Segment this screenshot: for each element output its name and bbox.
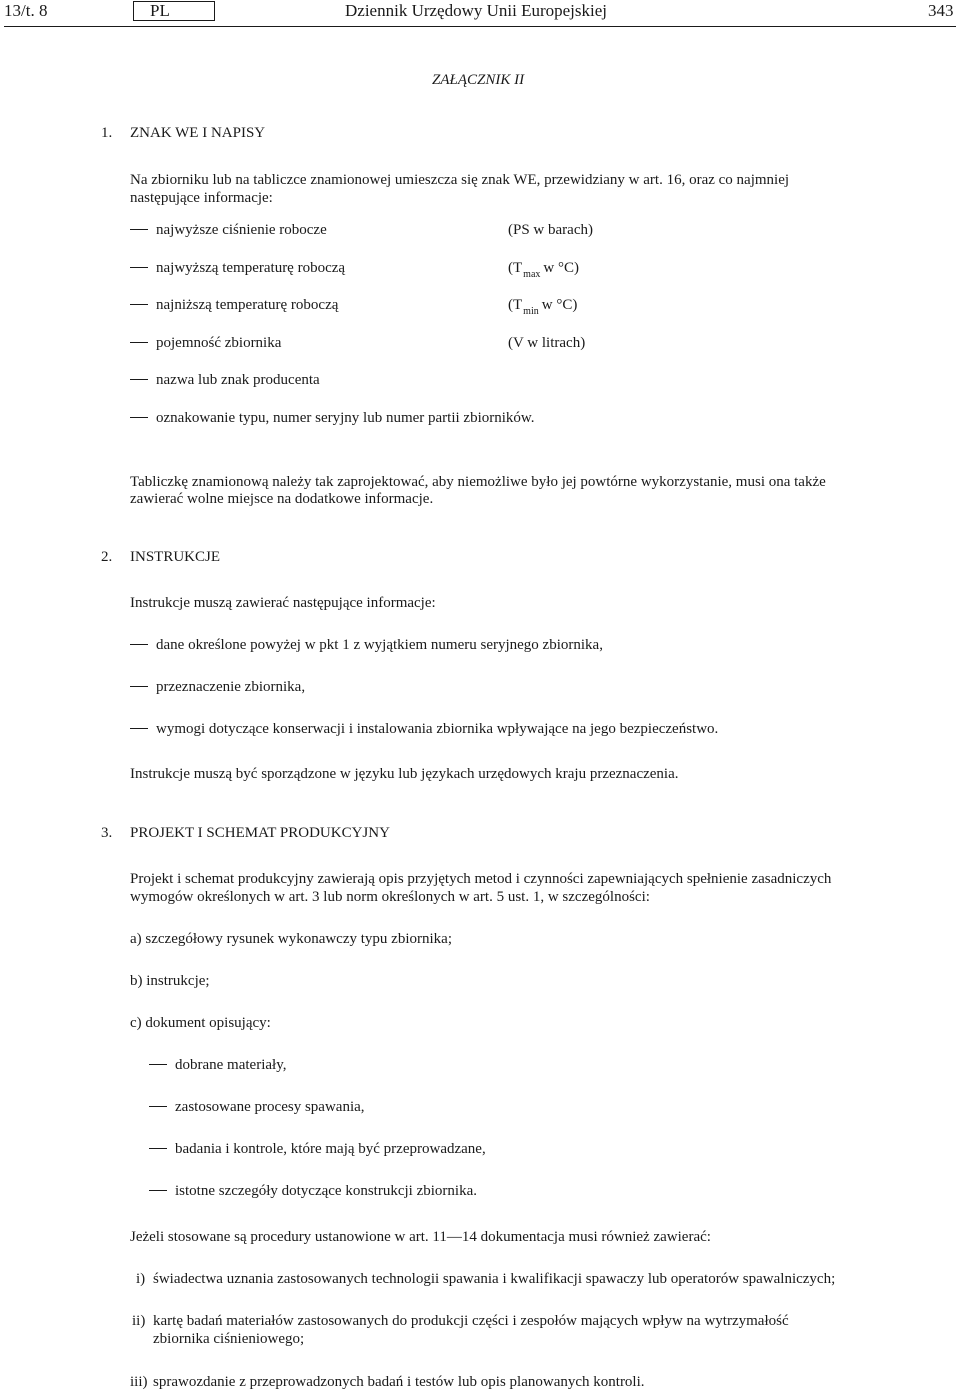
roman-item-text: sprawozdanie z przeprowadzonych badań i testów lub opis planowanych kontroli. (153, 1374, 645, 1390)
list-item-text: zastosowane procesy spawania, (175, 1099, 365, 1115)
section-1-title: ZNAK WE I NAPISY (130, 125, 266, 141)
list-item (149, 1182, 477, 1200)
dash-mark (149, 1106, 167, 1107)
dash-mark (149, 1148, 167, 1149)
dash-mark (149, 1190, 167, 1191)
section-1-intro-line2: następujące informacje: (130, 190, 273, 206)
list-item-text: wymogi dotyczące konserwacji i instalowania zbiornika wpływające na jego bezpieczeństwo. (156, 721, 719, 737)
page-reference: 13/t. 8 (4, 1, 48, 20)
list-item-text: badania i kontrole, które mają być przeprowadzane, (175, 1141, 486, 1157)
dash-mark (130, 229, 148, 230)
section-2-title: INSTRUKCJE (130, 549, 221, 565)
list-item (130, 636, 603, 654)
lettered-item: b) instrukcje; (130, 973, 210, 989)
header-rule (4, 26, 956, 27)
roman-label: ii) (132, 1313, 146, 1329)
annex-title: ZAŁĄCZNIK II (432, 72, 525, 88)
dash-mark (130, 342, 148, 343)
journal-title: Dziennik Urzędowy Unii Europejskiej (345, 1, 608, 20)
section-1-note-line1: Tabliczkę znamionową należy tak zaprojektować, aby niemożliwe było jej powtórne wykorzystanie, musi ona także (130, 474, 826, 490)
dash-mark (130, 267, 148, 268)
unit-label: (PS w barach) (508, 222, 593, 238)
list-item-text: nazwa lub znak producenta (156, 372, 320, 388)
lettered-item: c) dokument opisujący: (130, 1015, 271, 1031)
dash-mark (130, 686, 148, 687)
section-2-intro: Instrukcje muszą zawierać następujące informacje: (130, 595, 436, 611)
language-code: PL (150, 1, 170, 20)
language-box (133, 1, 215, 21)
unit-label: (V w litrach) (508, 335, 586, 351)
section-1-note-line2: zawierać wolne miejsce na dodatkowe informacje. (130, 491, 434, 507)
list-item (149, 1056, 286, 1074)
list-item-text: najniższą temperaturę roboczą (156, 297, 339, 313)
lettered-item: a) szczegółowy rysunek wykonawczy typu zbiornika; (130, 931, 452, 947)
section-1-number: 1. (101, 125, 113, 141)
list-item-text: najwyższe ciśnienie robocze (156, 222, 327, 238)
list-item (130, 409, 535, 427)
section-2-outro: Instrukcje muszą być sporządzone w języku lub językach urzędowych kraju przeznaczenia. (130, 766, 679, 782)
page-number: 343 (928, 1, 954, 20)
section-3-intro-line2: wymogów określonych w art. 3 lub norm określonych w art. 5 ust. 1, w szczególności: (130, 889, 650, 905)
section-3-title: PROJEKT I SCHEMAT PRODUKCYJNY (130, 825, 390, 841)
list-item-text: istotne szczegóły dotyczące konstrukcji zbiornika. (175, 1183, 477, 1199)
list-item (130, 296, 338, 314)
unit-label: ($T_{min}$ w °C) (508, 297, 578, 317)
procedures-intro: Jeżeli stosowane są procedury ustanowione w art. 11—14 dokumentacja musi również zawierać: (130, 1229, 711, 1245)
list-item-text: najwyższą temperaturę roboczą (156, 260, 346, 276)
list-item (130, 221, 327, 239)
list-item (130, 371, 320, 389)
dash-mark (130, 417, 148, 418)
list-item-text: dobrane materiały, (175, 1057, 287, 1073)
list-item (130, 678, 305, 696)
dash-mark (130, 304, 148, 305)
roman-item-text: świadectwa uznania zastosowanych technologii spawania i kwalifikacji spawaczy lub operatorów spawalniczych; (153, 1271, 836, 1287)
list-item-text: oznakowanie typu, numer seryjny lub numer partii zbiorników. (156, 410, 535, 426)
roman-item-text: zbiornika ciśnieniowego; (153, 1331, 305, 1347)
roman-label: iii) (130, 1374, 148, 1390)
dash-mark (130, 728, 148, 729)
roman-label: i) (136, 1271, 146, 1287)
list-item (130, 720, 718, 738)
list-item (130, 259, 345, 277)
section-2-number: 2. (101, 549, 113, 565)
dash-mark (149, 1064, 167, 1065)
dash-mark (130, 644, 148, 645)
list-item-text: przeznaczenie zbiornika, (156, 679, 306, 695)
roman-item-text: kartę badań materiałów zastosowanych do produkcji części i zespołów mających wpływ na wytrzymałość (153, 1313, 789, 1329)
list-item (130, 334, 281, 352)
list-item-text: pojemność zbiornika (156, 335, 282, 351)
section-3-number: 3. (101, 825, 113, 841)
list-item (149, 1098, 365, 1116)
section-3-intro-line1: Projekt i schemat produkcyjny zawierają opis przyjętych metod i czynności zapewniających spełnienie zasadniczych (130, 871, 832, 887)
list-item-text: dane określone powyżej w pkt 1 z wyjątkiem numeru seryjnego zbiornika, (156, 637, 603, 653)
dash-mark (130, 379, 148, 380)
unit-label: ($T_{max}$ w °C) (508, 260, 579, 280)
list-item (149, 1140, 486, 1158)
section-1-intro-line1: Na zbiorniku lub na tabliczce znamionowej umieszcza się znak WE, przewidziany w art. 16, oraz co najmniej (130, 172, 790, 188)
